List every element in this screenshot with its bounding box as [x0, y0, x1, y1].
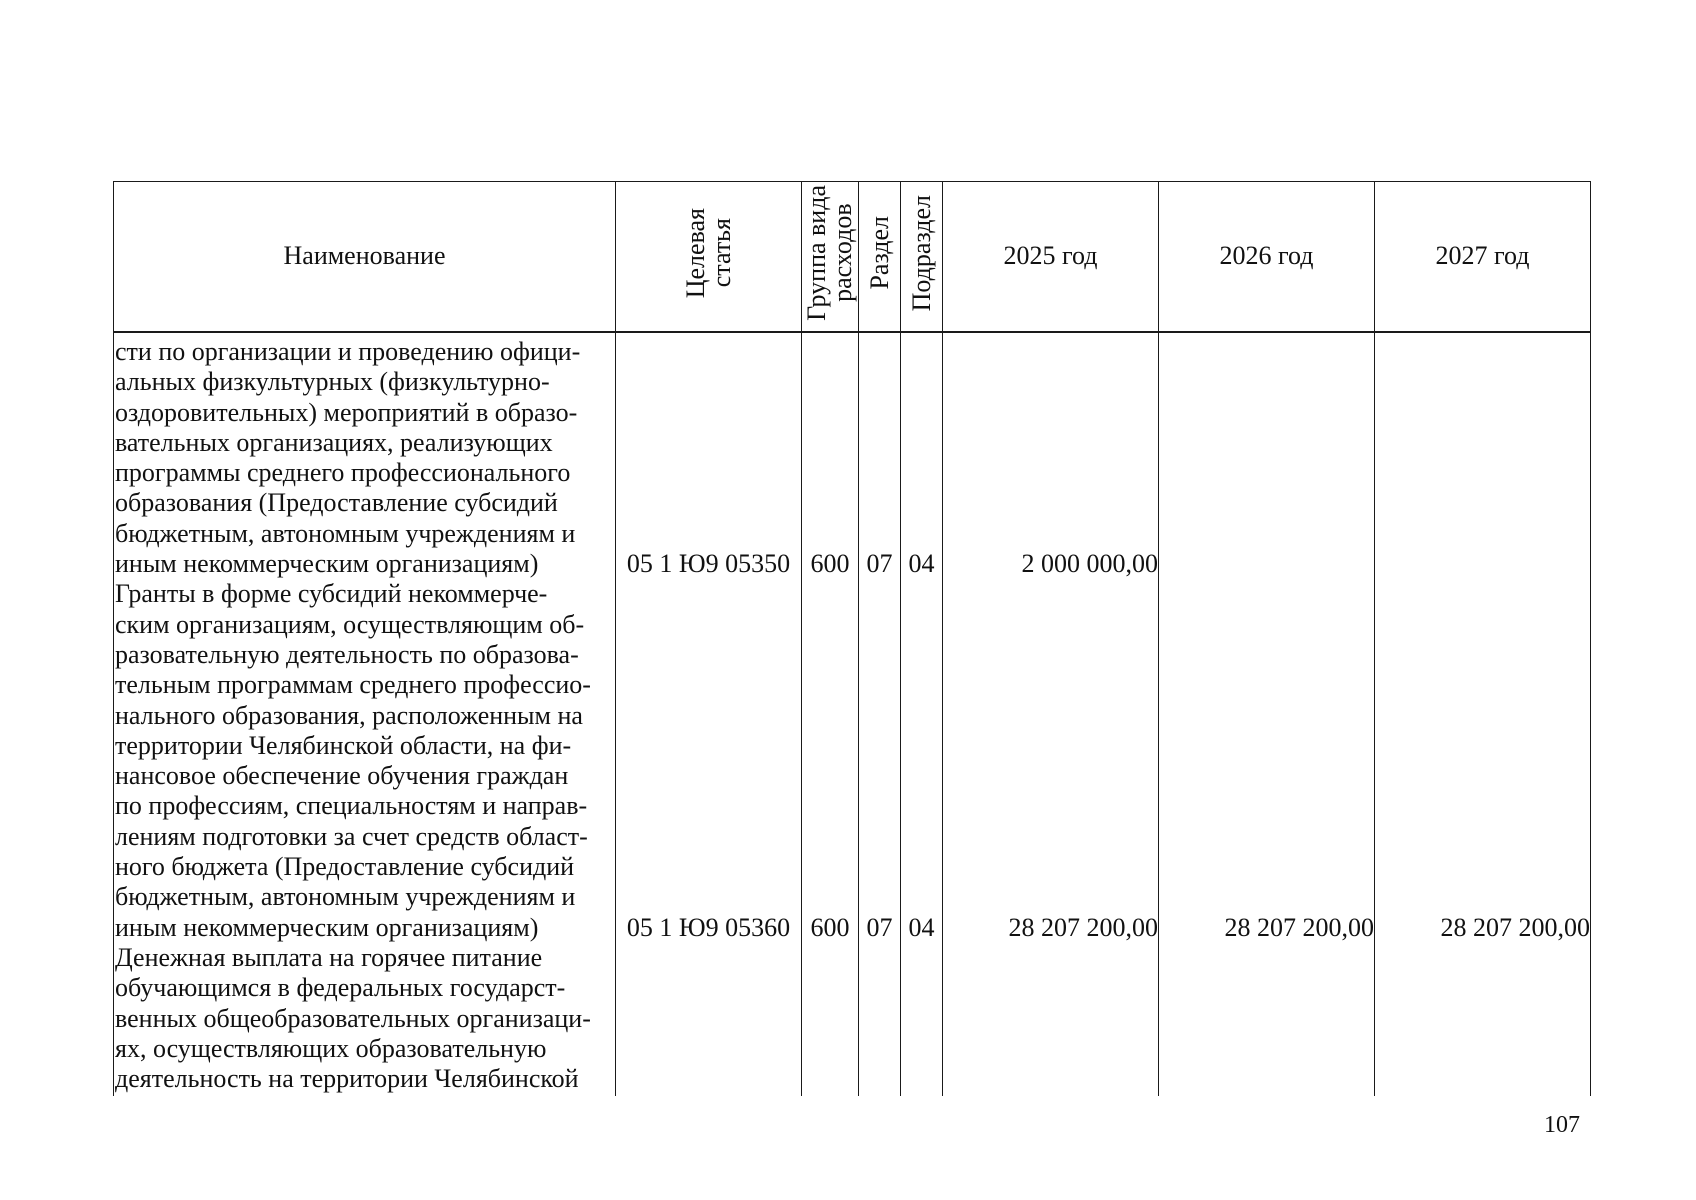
- name-line: альных физкультурных (физкультурно-: [115, 367, 550, 397]
- header-target-article-label: [680, 207, 736, 298]
- header-section-label: Раздел: [864, 216, 894, 290]
- target-article-cell: [616, 332, 802, 1096]
- name-line: обучающимся в федеральных государст-: [115, 973, 566, 1003]
- name-line: сти по организации и проведению офици-: [115, 337, 581, 366]
- year-2026-value: 28 207 200,00: [1224, 912, 1374, 942]
- section-cell: [859, 332, 901, 1096]
- name-line: иным некоммерческим организациям): [115, 912, 539, 942]
- name-paragraph-1: [115, 337, 612, 579]
- header-expense-group-label: [804, 185, 856, 321]
- name-paragraph-2: [115, 579, 612, 943]
- name-line: лениям подготовки за счет средств област-: [115, 821, 588, 851]
- name-line: Денежная выплата на горячее питание: [115, 942, 543, 972]
- name-line: нального образования, расположенным на: [115, 700, 583, 730]
- name-line: по профессиям, специальностям и направ-: [115, 791, 588, 821]
- budget-table: [113, 181, 1591, 1096]
- expense-group-value: 600: [810, 549, 850, 579]
- header-name-label: Наименование: [283, 241, 446, 271]
- header-year-2027: [1375, 182, 1591, 333]
- header-target-article-line1: Целевая: [680, 207, 710, 298]
- header-expense-group-line1: Группа вида: [802, 184, 831, 321]
- name-line: ским организациям, осуществляющим об-: [115, 609, 585, 639]
- header-expense-group: [802, 182, 859, 333]
- header-year-2025-label: 2025 год: [1003, 241, 1098, 271]
- name-line: иным некоммерческим организациям): [115, 549, 539, 579]
- header-expense-group-line2: расходов: [828, 203, 857, 303]
- expense-group-value: 600: [810, 912, 850, 942]
- name-cell: [114, 332, 616, 1096]
- year-2027-value: [1375, 549, 1590, 579]
- year-2026-value: [1159, 549, 1374, 579]
- header-year-2026-label: 2026 год: [1219, 241, 1314, 271]
- subsection-cell: [901, 332, 943, 1096]
- subsection-value: 04: [908, 912, 935, 942]
- header-target-article: [616, 182, 802, 333]
- name-line: нансовое обеспечение обучения граждан: [115, 761, 569, 791]
- year-2025-value: 2 000 000,00: [1021, 549, 1158, 579]
- name-line: ях, осуществляющих образовательную: [115, 1033, 547, 1063]
- header-year-2025: [943, 182, 1159, 333]
- header-name: [114, 182, 616, 333]
- name-line: образования (Предоставление субсидий: [115, 488, 558, 518]
- target-article-value: 05 1 Ю9 05350: [626, 549, 791, 579]
- name-line: венных общеобразовательных организаци-: [115, 1003, 591, 1033]
- header-subsection-label: Подраздел: [906, 194, 936, 312]
- name-line: вательных организациях, реализующих: [115, 427, 553, 457]
- year-2025-value: 28 207 200,00: [1008, 912, 1158, 942]
- header-subsection: [901, 182, 943, 333]
- name-line: ного бюджета (Предоставление субсидий: [115, 852, 575, 882]
- name-line: программы среднего профессионального: [115, 458, 571, 488]
- header-year-2026: [1159, 182, 1375, 333]
- section-value: 07: [866, 912, 893, 942]
- year-2025-cell: [943, 332, 1159, 1096]
- name-line: бюджетным, автономным учреждениям и: [115, 882, 576, 912]
- name-line: территории Челябинской области, на фи-: [115, 730, 572, 760]
- page-number: 107: [1544, 1112, 1580, 1138]
- table-header-row: [114, 182, 1591, 333]
- header-year-2027-label: 2027 год: [1435, 241, 1530, 271]
- name-line: тельным программам среднего профессио-: [115, 670, 591, 700]
- header-target-article-line2: статья: [706, 218, 736, 288]
- name-paragraph-3: [115, 943, 612, 1094]
- name-line: разовательную деятельность по образова-: [115, 639, 579, 669]
- expense-group-cell: [802, 332, 859, 1096]
- header-section: [859, 182, 901, 333]
- target-article-value: 05 1 Ю9 05360: [626, 912, 791, 942]
- name-line: бюджетным, автономным учреждениям и: [115, 518, 576, 548]
- year-2027-value: 28 207 200,00: [1440, 912, 1590, 942]
- name-line: деятельность на территории Челябинской: [115, 1064, 579, 1094]
- section-value: 07: [866, 549, 893, 579]
- subsection-value: 04: [908, 549, 935, 579]
- year-2027-cell: [1375, 332, 1591, 1096]
- table-row: [114, 332, 1591, 1096]
- year-2026-cell: [1159, 332, 1375, 1096]
- name-line: оздоровительных) мероприятий в образо-: [115, 397, 578, 427]
- name-line: Гранты в форме субсидий некоммерче-: [115, 579, 548, 609]
